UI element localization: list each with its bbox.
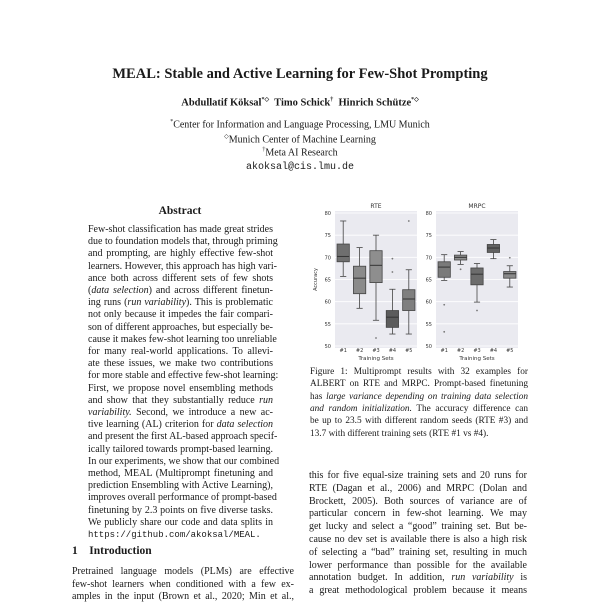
text-line: (data selection) and across different finetun- xyxy=(88,285,273,296)
box-iqr xyxy=(403,290,415,311)
x-axis-label: Training Sets xyxy=(459,356,495,362)
author-mark: *◇ xyxy=(261,97,270,103)
text-line: son of different approaches, but especially be- xyxy=(88,321,273,333)
x-tick-label: #2 xyxy=(456,348,465,354)
author-mark: *◇ xyxy=(411,97,419,103)
y-tick-label: 75 xyxy=(425,233,432,240)
affiliation xyxy=(0,147,600,158)
x-tick-label: #4 xyxy=(489,348,498,354)
text-line: and show that they substantially reduce run xyxy=(88,394,273,406)
author-email: akoksal@cis.lmu.de xyxy=(245,162,355,173)
text-line: prediction Ensembling with Active Learning), xyxy=(88,480,273,492)
outlier-point xyxy=(509,257,511,259)
text-line: and random initialization. The accuracy difference can xyxy=(310,403,528,414)
affiliation xyxy=(0,119,600,130)
y-tick-label: 50 xyxy=(425,344,432,350)
x-tick-label: #5 xyxy=(506,348,514,354)
text-line: of selecting a “bad” training set, resulting in much xyxy=(309,546,527,558)
section-title: Introduction xyxy=(89,545,152,557)
affiliation-text: Munich Center of Machine Learning xyxy=(228,134,376,146)
box-iqr xyxy=(438,262,450,278)
section-heading-introduction xyxy=(72,545,152,557)
outlier-point xyxy=(408,220,410,222)
box-iqr xyxy=(337,244,349,262)
y-axis-label: Accuracy xyxy=(313,268,319,291)
code-url-link[interactable]: https://github.com/akoksal/MEAL. xyxy=(88,530,261,540)
box-iqr xyxy=(471,268,483,285)
y-tick-label: 50 xyxy=(324,344,331,350)
text-line: for many real-world applications. To allevi- xyxy=(88,346,273,357)
text-line: has large variance depending on training data selection xyxy=(310,391,529,402)
text-line: not only because it impedes the fair compari- xyxy=(88,309,273,321)
text-line: Few-shot classification has made great strides xyxy=(88,224,273,235)
text-line: learners. However, this approach has high vari- xyxy=(88,260,277,272)
affiliation-mark: * xyxy=(170,119,174,125)
text-line: few-shot learners when conditioned with a few ex- xyxy=(72,578,294,590)
text-line: cause no dev set is available there is also a high risk xyxy=(309,534,527,545)
text-line: amples in the input (Brown et al., 2020; Min et al., xyxy=(72,591,294,602)
outlier-point xyxy=(443,304,445,306)
text-line: ALBERT on RTE and MRPC. Prompt-based finetuning xyxy=(310,379,528,390)
text-line: and present the first AL-based approach specif- xyxy=(88,431,278,443)
text-line: RTE (Dagan et al., 2006) and MRPC (Dolan and xyxy=(309,482,527,494)
text-line: ically tailored towards prompt-based learning. xyxy=(88,443,273,455)
text-line: be up to 23.5 with different random seeds (RTE #3) and xyxy=(310,416,528,427)
text-line: a great methodological problem because it means xyxy=(309,585,527,597)
x-axis-label: Training Sets xyxy=(358,356,394,362)
author-mark: † xyxy=(330,97,334,103)
x-tick-label: #4 xyxy=(388,348,397,354)
text-line: Figure 1: Multiprompt results with 32 examples for xyxy=(310,367,528,377)
author-list xyxy=(0,96,600,109)
affiliation-text: Meta AI Research xyxy=(265,147,338,159)
author-name: Abdullatif Köksal xyxy=(181,97,262,109)
x-tick-label: #5 xyxy=(405,348,413,354)
outlier-point xyxy=(392,271,394,273)
box-iqr xyxy=(370,251,382,283)
text-line: cause it makes few-shot learning too unreliable xyxy=(88,333,277,345)
text-line: ance both across different sets of few shots xyxy=(88,272,273,284)
y-tick-label: 55 xyxy=(425,321,432,328)
affiliation-mark: † xyxy=(262,147,266,153)
text-line: this for five equal-size training sets and 20 runs for xyxy=(309,470,527,481)
x-tick-label: #3 xyxy=(473,348,481,354)
affiliation xyxy=(0,133,600,145)
text-line: improves overall performance of prompt-based xyxy=(88,492,277,504)
figure-1-boxplots xyxy=(305,200,540,365)
outlier-point xyxy=(392,258,394,260)
y-tick-label: 70 xyxy=(425,255,432,262)
y-tick-label: 75 xyxy=(324,233,331,240)
text-line: finetuning by 2.3 points on five diverse tasks. xyxy=(88,504,273,516)
text-line: particular concern in few-shot learning. We may xyxy=(309,508,527,520)
text-line: 13.7 with different training sets (RTE #1 vs #4). xyxy=(310,428,489,439)
author-name: Hinrich Schütze xyxy=(338,97,412,109)
text-line: get lucky and select a “good” training set. But be- xyxy=(309,521,527,533)
outlier-point xyxy=(375,337,377,339)
chart-title: RTE xyxy=(370,203,382,210)
y-tick-label: 80 xyxy=(425,211,432,217)
y-tick-label: 65 xyxy=(425,277,432,284)
y-tick-label: 65 xyxy=(324,277,331,284)
text-line: ing runs (run variability). This is problematic xyxy=(88,297,273,309)
author-name: Timo Schick xyxy=(274,97,331,109)
text-line: variability. Second, we introduce a new ac- xyxy=(88,407,273,418)
text-line: annotation budget. In addition, run variability is xyxy=(309,572,527,584)
outlier-point xyxy=(443,331,445,333)
outlier-point xyxy=(476,310,478,312)
text-line: Brockett, 2005). Both sources of variance are of xyxy=(309,495,527,507)
abstract-heading: Abstract xyxy=(158,205,202,217)
y-tick-label: 70 xyxy=(324,255,331,262)
box-iqr xyxy=(386,311,398,328)
text-line: In our experiments, we show that our combined xyxy=(88,455,280,467)
paper-title: MEAL: Stable and Active Learning for Few-Shot Prompting xyxy=(112,66,488,82)
box-iqr xyxy=(353,266,365,293)
text-line: First, we propose novel ensembling methods xyxy=(88,382,273,394)
y-tick-label: 55 xyxy=(324,321,331,328)
text-line: due to foundation models that, through priming xyxy=(88,236,278,248)
x-tick-label: #2 xyxy=(355,348,364,354)
text-line: Pretrained language models (PLMs) are effective xyxy=(72,566,294,577)
x-tick-label: #1 xyxy=(339,348,347,354)
affiliation-text: Center for Information and Language Processing, LMU Munich xyxy=(173,119,430,131)
text-line: method, MEAL (Multiprompt finetuning and xyxy=(88,468,273,479)
y-tick-label: 80 xyxy=(324,211,331,217)
y-tick-label: 60 xyxy=(425,299,432,306)
section-number: 1 xyxy=(72,545,78,557)
x-tick-label: #1 xyxy=(440,348,448,354)
x-tick-label: #3 xyxy=(372,348,380,354)
text-line: and prompting, are highly effective few-shot xyxy=(88,248,273,260)
text-line: lower performance than possible for the available xyxy=(309,559,527,571)
text-line: ate these issues, we make two contributions xyxy=(88,358,273,370)
y-tick-label: 60 xyxy=(324,299,331,306)
text-line: for more stable and effective few-shot learning: xyxy=(88,370,279,382)
chart-title: MRPC xyxy=(468,203,486,210)
text-line: We publicly share our code and data splits in xyxy=(88,516,273,528)
outlier-point xyxy=(460,268,462,270)
affiliation-mark: ◇ xyxy=(224,134,229,140)
box-iqr xyxy=(504,272,516,279)
text-line: tive learning (AL) criterion for data selection xyxy=(88,419,273,431)
